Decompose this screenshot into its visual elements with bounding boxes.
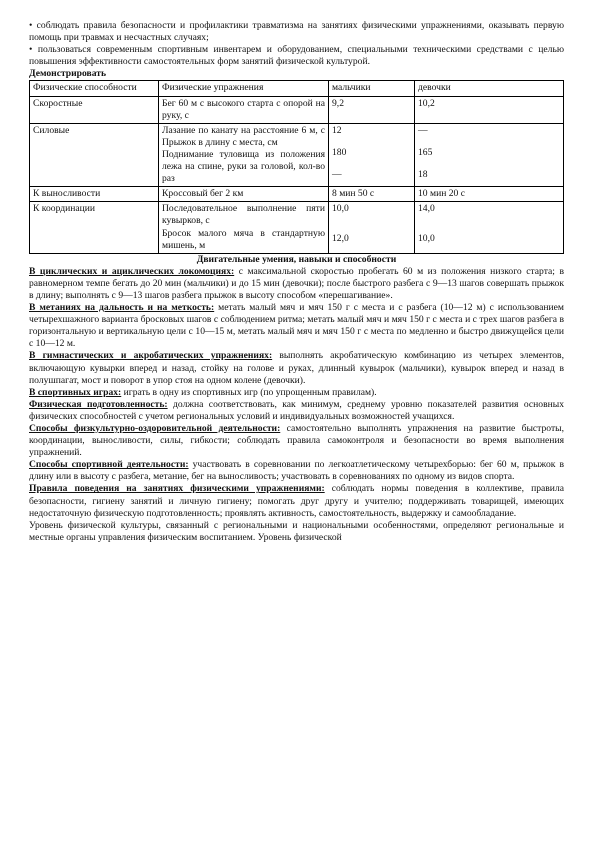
row-boys [329,123,415,186]
header-boys: мальчики [329,81,415,96]
paragraph-text: самостоятельно выполнять упражнения на развитие быстроты, координации, выносливости, силы, гибкости; соблюдать правила самоконтроля и безопасности во время выполнения упражнений. [29,423,564,459]
paragraph-lead: Способы спортивной деятельности: [29,459,189,471]
row-girls [415,123,564,186]
row-girls: 10,2 [415,96,564,123]
paragraph [29,483,564,519]
value: 10,0 [332,203,349,215]
paragraph-lead: Физическая подготовленность: [29,398,168,410]
header-girls: девочки [415,81,564,96]
header-ability: Физические способности [30,81,159,96]
table-row [30,123,564,186]
standards-table [29,80,564,253]
paragraph-text: участвовать в соревновании по легкоатлетическому четырехборью: бег 60 м, прыжок в длину или в высоту с разбега, метание, бег на выносливость; участвовать в соревнованиях по одному из видов спорта. [29,459,565,483]
row-boys [329,202,415,253]
intro-line-1: • соблюдать правила безопасности и профилактики травматизма на занятиях физическими упражнениями, оказывать первую помощь при травмах и несчастных случаях; [29,20,564,44]
table-row [30,202,564,253]
value: 10,0 [418,233,435,245]
paragraph-text: выполнять акробатическую комбинацию из четырех элементов, включающую кувырки вперед и назад, стойку на голове и руках, длинный кувырок (мальчики), кувырок вперед и назад в полушпагат, мост и поворот в упор стоя на одном колене (девочки). [29,350,564,386]
paragraph [29,350,564,386]
closing-paragraph: Уровень физической культуры, связанный с региональными и национальными особенностями, определяют региональные и местные органы управления физическим воспитанием. Уровень физической [29,519,564,543]
value: — [418,124,428,136]
paragraph-lead: В метаниях на дальность и на меткость: [29,302,215,314]
paragraph-text: соблюдать нормы поведения в коллективе, правила безопасности, гигиену занятий и личную гигиену; помогать друг другу и учителю; поддерживать товарищей, имеющих недостаточную физическую подготовленность; проявлять активность, самостоятельность, выдержку и самообладание. [29,483,564,519]
row-exercise: Лазание по канату на расстояние 6 м, с Прыжок в длину с места, см [162,124,325,148]
row-girls [415,202,564,253]
paragraph-text: метать малый мяч и мяч 150 г с места и с разбега (10—12 м) с использованием четырехшажного варианта бросковых шагов с соблюдением ритма; метать малый мяч и мяч 150 г с места и с трех шагов разбега в горизонтальную и вертикальную цели с 10—15 м, метать малый мяч и мяч 150 г с места по медленно и быстро движущейся цели с 10—12 м. [29,302,564,350]
paragraph [29,266,564,302]
paragraph-lead: В спортивных играх: [29,386,122,398]
paragraph-text: с максимальной скоростью пробегать 60 м из положения низкого старта; в равномерном темпе бегать до 20 мин (мальчики) и до 15 мин (девочки); после быстрого разбега с 9—13 шагов совершать прыжок в длину; выполнять с 9—13 шагов разбега прыжок в высоту способом «перешагивание». [29,265,564,301]
value: 12,0 [332,233,349,245]
row-boys: 8 мин 50 с [329,187,415,202]
paragraph-lead: Способы физкультурно-оздоровительной деятельности: [29,423,281,434]
paragraph [29,459,564,483]
paragraph [29,399,564,423]
value: 180 [332,146,347,158]
row-ability: Скоростные [30,96,159,123]
paragraph-lead: В гимнастических и акробатических упражнениях: [29,350,273,362]
row-exercises [159,202,329,253]
value: 165 [418,146,433,158]
document-page [29,20,564,544]
row-exercise: Поднимание туловища из положения лежа на спине, руки за головой, кол-во раз [162,148,325,185]
header-exercises: Физические упражнения [159,81,329,96]
paragraph [29,302,564,350]
row-exercise: Бросок малого мяча в стандартную мишень, м [162,227,325,251]
row-ability: Силовые [30,123,159,186]
paragraph-lead: В циклических и ациклических локомоциях: [29,265,235,277]
row-exercise: Последовательное выполнение пяти кувырков, с [162,203,325,227]
paragraph-text: должна соответствовать, как минимум, среднему уровню показателей развития основных физических способностей с учетом региональных условий и индивидуальных возможностей учащихся. [29,398,564,422]
row-ability: К выносливости [30,187,159,202]
skills-heading: Двигательные умения, навыки и способности [196,253,397,265]
paragraph [29,387,564,399]
value: — [332,168,342,180]
value: 18 [418,168,428,180]
table-header-row [30,81,564,96]
paragraph-lead: Правила поведения на занятиях физическими упражнениями: [29,483,325,495]
value: 12 [332,124,342,136]
row-girls: 10 мин 20 с [415,187,564,202]
table-row [30,96,564,123]
row-exercises [159,123,329,186]
row-ability: К координации [30,202,159,253]
paragraph [29,423,564,459]
table-row [30,187,564,202]
demo-heading: Демонстрировать [29,68,107,80]
row-exercise: Бег 60 м с высокого старта с опорой на руку, с [159,96,329,123]
paragraph-text: играть в одну из спортивных игр (по упрощенным правилам). [121,386,377,398]
value: 14,0 [418,203,435,215]
row-boys: 9,2 [329,96,415,123]
intro-line-2: • пользоваться современным спортивным инвентарем и оборудованием, специальными техническими средствами с целью повышения эффективности самостоятельных форм занятий физической культурой. [29,44,564,68]
row-exercise: Кроссовый бег 2 км [159,187,329,202]
